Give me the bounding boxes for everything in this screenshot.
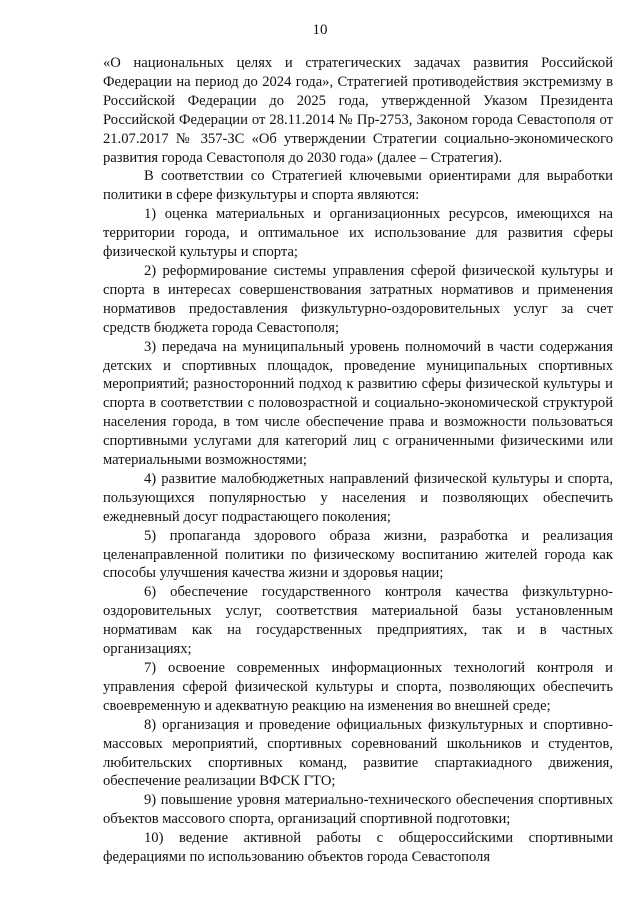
list-item-8: 8) организация и проведение официальных физкультурных и спортивно-массовых мероприятий, спортивных соревнований школьников и студентов, любительских спортивных команд, развитие спартакиадного движения, обеспечение реализации ВФСК ГТО; xyxy=(103,716,613,790)
paragraph-intro-continuation: «О национальных целях и стратегических задачах развития Российской Федерации на период до 2024 года», Стратегией противодействия экстремизму в Российской Федерации до 2025 года, утвержденной Указом Президента Российской Федерации от 28.11.2014 № Пр-2753, Законом города Севастополя от 21.07.2017 № 357-ЗС «Об утверждении Стратегии социально-экономического развития города Севастополя до 2030 года» (далее – Стратегия). xyxy=(103,55,613,166)
list-item-10: 10) ведение активной работы с общероссийскими спортивными федерациями по использованию объектов города Севастополя xyxy=(103,830,613,866)
list-item-7: 7) освоение современных информационных технологий контроля и управления сферой физической культуры и спорта, позволяющих обеспечить своевременную и адекватную реакцию на изменения во внешней среде; xyxy=(103,660,613,714)
list-item-6: 6) обеспечение государственного контроля качества физкультурно-оздоровительных услуг, соответствия материальной базы установленным нормативам как на государственных предприятиях, так и в частных организациях; xyxy=(103,584,613,658)
list-item-2: 2) реформирование системы управления сферой физической культуры и спорта в интересах совершенствования затратных нормативов и применения нормативов предоставления физкультурно-оздоровительных услуг за счет средств бюджета города Севастополя; xyxy=(103,262,613,336)
page-number: 10 xyxy=(312,22,328,38)
list-item-1: 1) оценка материальных и организационных ресурсов, имеющихся на территории города, и оптимальное их использование для развития сферы физической культуры и спорта; xyxy=(103,206,613,261)
list-item-5: 5) пропаганда здорового образа жизни, разработка и реализация целенаправленной политики по физическому воспитанию жителей города как способы улучшения качества жизни и здоровья нации; xyxy=(103,527,613,582)
list-item-9: 9) повышение уровня материально-технического обеспечения спортивных объектов массового спорта, организаций спортивной подготовки; xyxy=(103,792,613,828)
list-item-4: 4) развитие малобюджетных направлений физической культуры и спорта, пользующихся популярностью у населения и позволяющих обеспечить ежедневный досуг подрастающего поколения; xyxy=(103,470,613,525)
list-item-3: 3) передача на муниципальный уровень полномочий в части содержания детских и спортивных площадок, проведение муниципальных спортивных мероприятий; разносторонний подход к развитию сферы физической культуры и спорта в соответствии с половозрастной и социально-экономической структурой населения города, в том числе обеспечение права и возможности пользоваться спортивными услугами для категорий лиц с ограниченными физическими или материальными возможностями; xyxy=(103,338,613,469)
paragraph-key-guidelines: В соответствии со Стратегией ключевыми ориентирами для выработки политики в сфере физкультуры и спорта являются: xyxy=(103,168,613,204)
document-body xyxy=(103,54,613,867)
